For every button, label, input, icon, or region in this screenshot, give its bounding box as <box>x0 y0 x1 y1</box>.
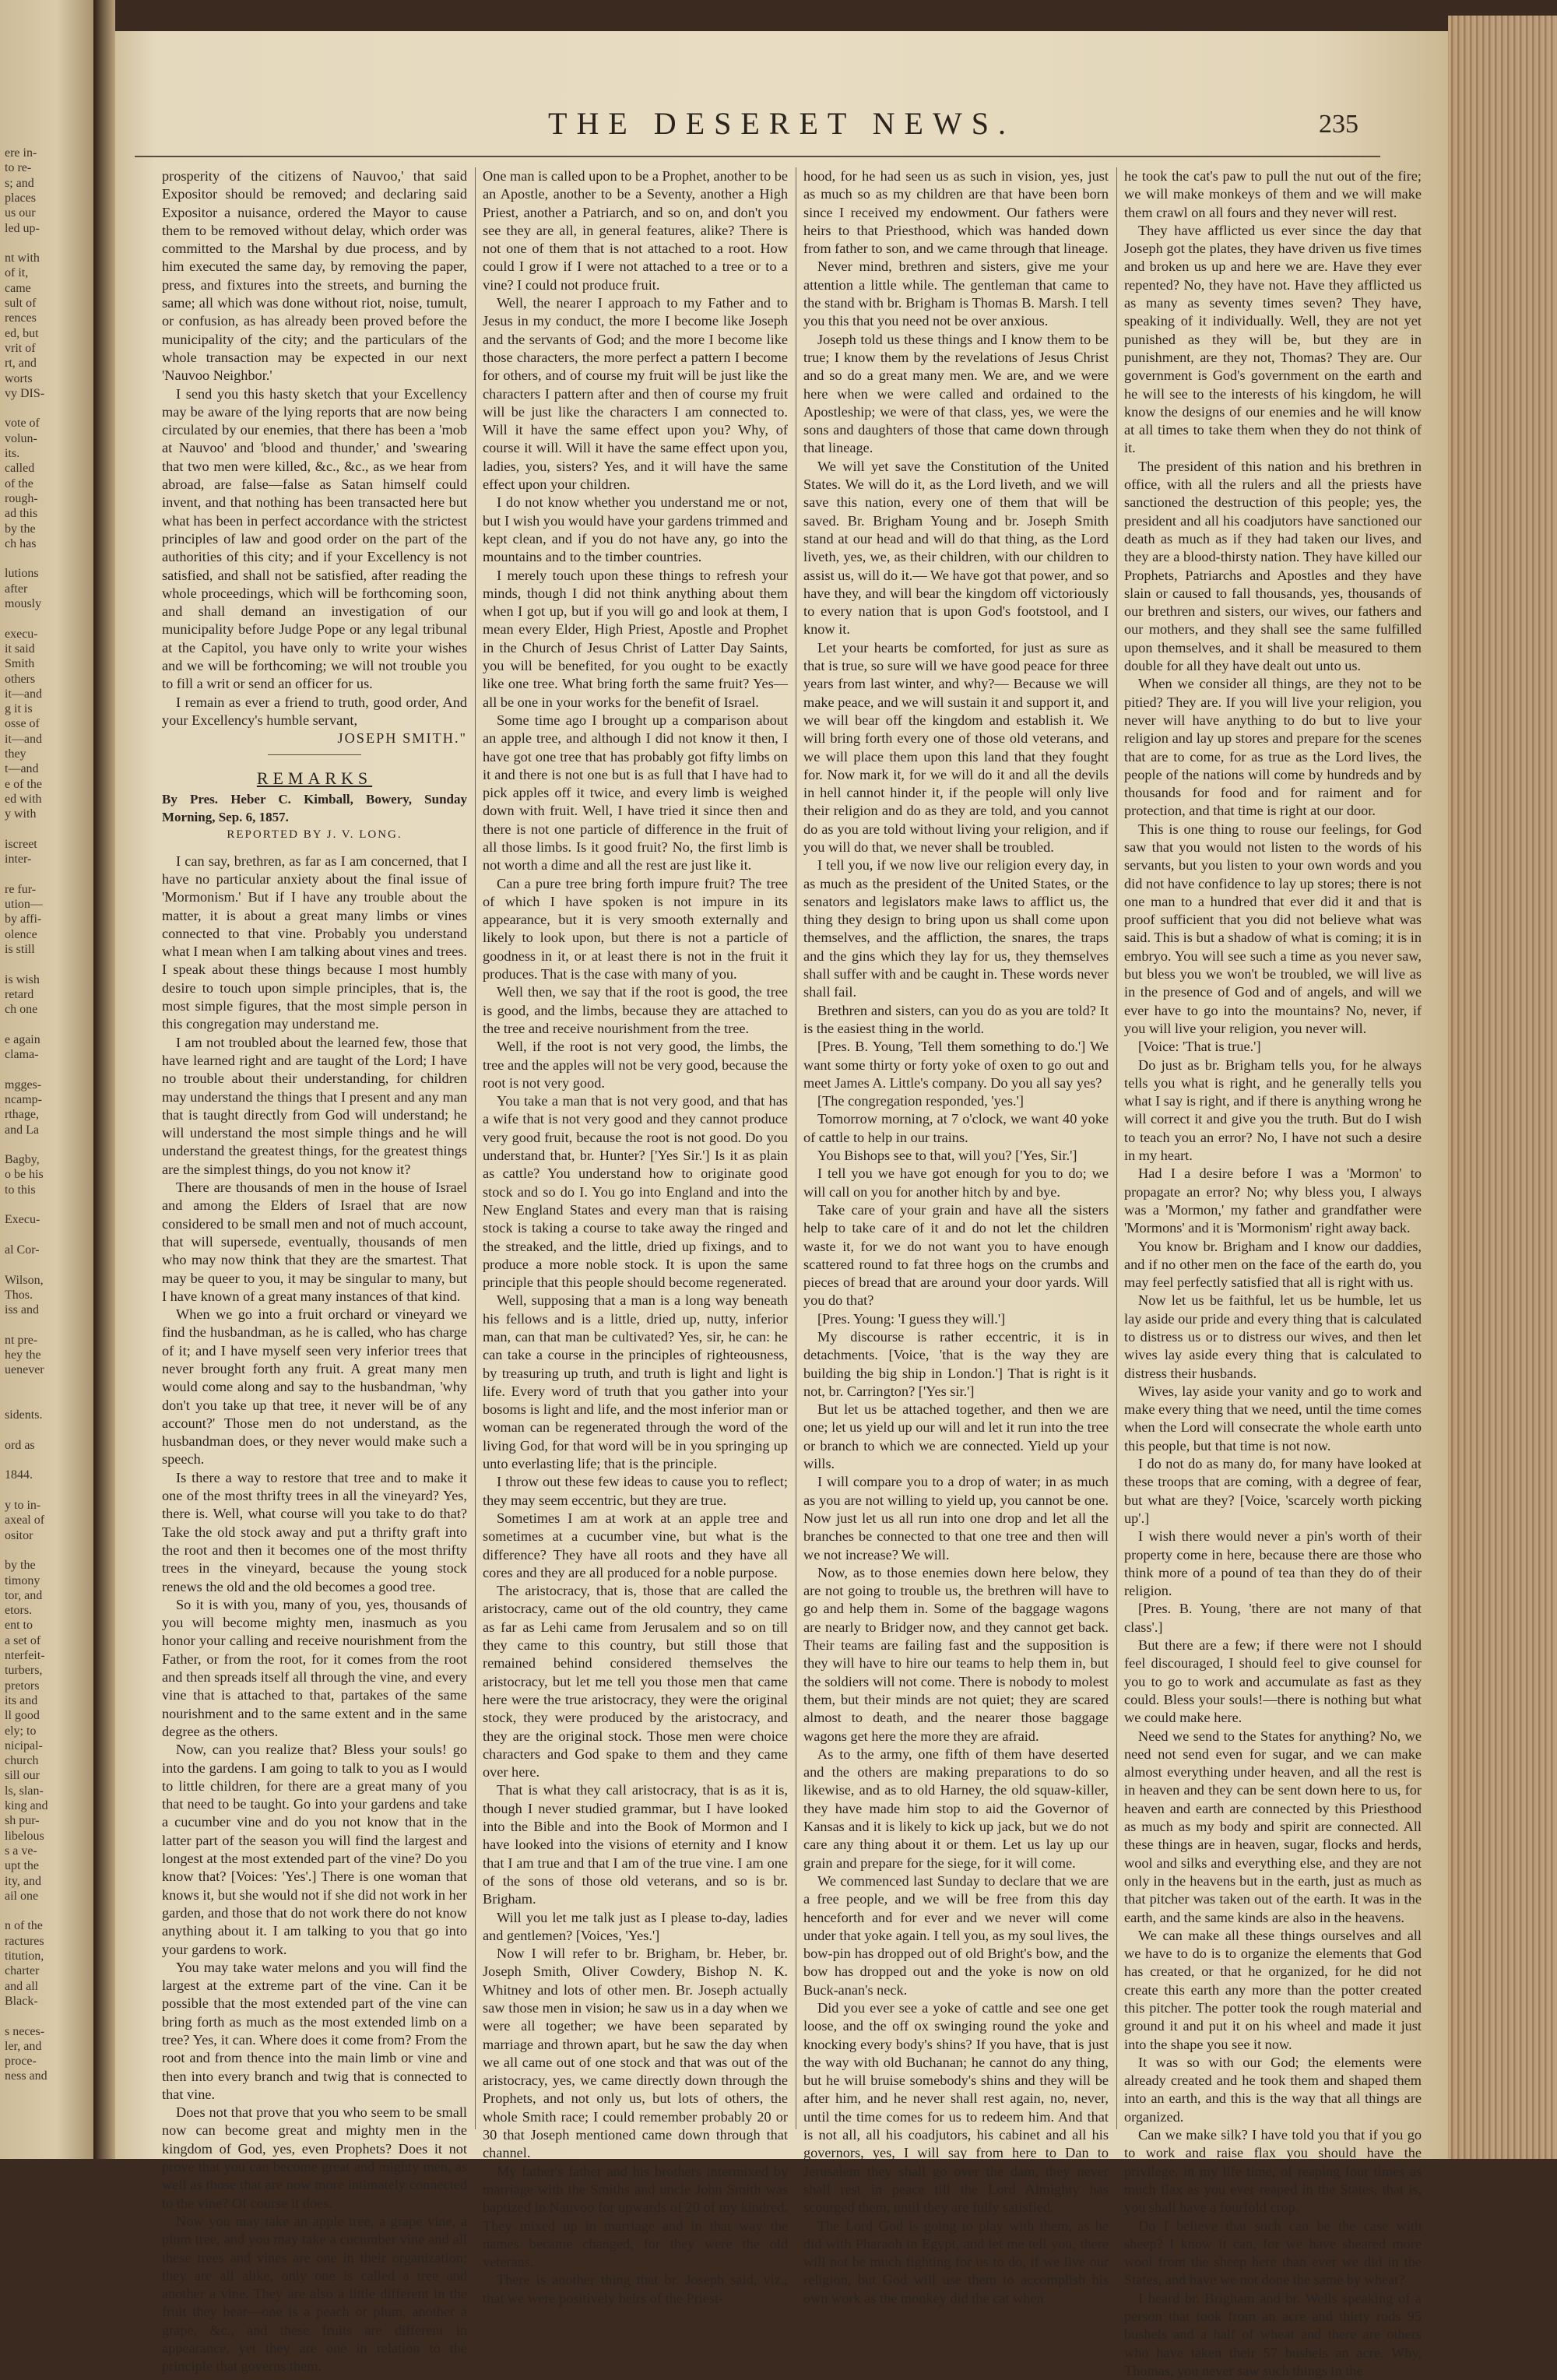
sermon-body <box>162 853 467 2376</box>
left-page-line: e of the <box>5 777 42 791</box>
left-page-line: Smith <box>5 657 35 671</box>
paragraph: Brethren and sisters, can you do as you are told? It is the easiest thing in the world. <box>803 1002 1109 1036</box>
paragraph: Need we send to the States for anything? No, we need not send even for sugar, and we can make almost everything under heaven, and all the rest is in heaven and they can be sent down here to us, for heaven and earth are connected by this Priesthood as much as my body and spirit are connected. All these things are in heaven, sugar, flocks and herds, wool and silks and everything else, and they are not only in the heavens but in the earth, just as much as that pitcher was taken out of the earth. It was in the earth, and the same kinds are also in the heavens. <box>1124 1728 1422 1925</box>
left-page-line: ent to <box>5 1619 33 1633</box>
paragraph: When we go into a fruit orchard or vineyard we find the husbandman, as he is called, who has charge of it; and I have myself seen very inferior trees that never brought forth any fruit. A great many men would come along and say to the husbandman, 'why don't you take up that tree, it never will be of any account?' Those men do not understand, as the husbandman does, or they never would make such a speech. <box>162 1306 467 1468</box>
left-page-line: mgges- <box>5 1078 42 1092</box>
paragraph: Did you ever see a yoke of cattle and see one get loose, and the off ox swinging round the yoke and knocking every body's shins? If you have, that is just the way with old Buchanan; he cannot do any thing, but he will bruise somebody's shins and they will be after him, and he never shall rest again, no, never, until the time comes for us to redeem him. And that is not all, all his coadjutors, his cabinet and all his governors, yes, I will say from here to Dan to Jerusalem they shall go over the dam, they never shall rest in peace till the Lord Almighty has scourged them, until they are fully satisfied. <box>803 1999 1109 2216</box>
signature: JOSEPH SMITH." <box>337 730 467 747</box>
left-page-line: iscreet <box>5 837 37 851</box>
left-page-line: after <box>5 582 28 596</box>
left-page-line: to re- <box>5 161 32 175</box>
left-page-line: and all <box>5 1979 39 1993</box>
page-number: 235 <box>1319 110 1358 139</box>
masthead <box>115 105 1448 152</box>
remarks-heading: REMARKS <box>256 768 373 788</box>
paragraph: There are thousands of men in the house of Israel and among the Elders of Israel that are now considered to be small men and not of much account, that will supersede, eventually, thousands of men who may now think that they are the smartest. That may be queer to you, it may be singular to many, but I have known of a great many instances of that kind. <box>162 1179 467 1304</box>
left-page-line: o be his <box>5 1168 44 1182</box>
column-divider <box>475 167 476 2129</box>
left-page-line: ely; to <box>5 1724 37 1738</box>
left-page-line: ncamp- <box>5 1092 42 1106</box>
left-page-line: clama- <box>5 1048 39 1061</box>
paragraph: I merely touch upon these things to refresh your minds, though I did not think anything about them when I got up, but if you will go and look at them, I mean every Elder, High Priest, Apostle and Prophet in the Church of Jesus Christ of Latter Day Saints, you will be benefited, for you ought to be exactly like one tree. What bring forth the same fruit? Yes—all be one in your works for the benefit of Israel. <box>483 567 788 710</box>
paragraph: I do not do as many do, for many have looked at these troops that are coming, with a degree of fear, but what are they? [Voice, 'scarcely worth picking up'.] <box>1124 1456 1422 1526</box>
paragraph: There is another thing that br. Joseph said, viz., that we were positively heirs of the Priest- <box>483 2272 788 2306</box>
left-page-line: and La <box>5 1123 39 1137</box>
paragraph: We commenced last Sunday to declare that we are a free people, and we will be free from this day henceforth and for ever and we never will come under that yoke again. I tell you, as my soul lives, the bow-pin has dropped out of old Bright's bow, and the bow has dropped out and the yoke is now on old Buck-anan's neck. <box>803 1872 1109 1998</box>
paragraph: The Lord God is going to play with them, as he did with Pharaoh in Egypt, and let me tell you, there will not be much fighting for us to do, if we live our religion, but God will use them to accomplish his own work as the monkey did the cat when <box>803 2217 1109 2306</box>
left-page-line: of it, <box>5 266 29 280</box>
left-page-line: al Cor- <box>5 1243 40 1257</box>
column-3-body <box>803 167 1109 2308</box>
paragraph: I heard br. Brigham and br. Wells speaking of a person that took from an acre and thirty rods 95 bushels and a half of wheat and there are others who have taken their 57 bushels an acre. Why, Thomas, you never saw such things in the <box>1124 2290 1422 2378</box>
left-page-line: axeal of <box>5 1513 45 1527</box>
left-page-line: titution, <box>5 1949 44 1963</box>
left-page-line: sult of <box>5 297 37 310</box>
column-2-body <box>483 167 788 2308</box>
paragraph: I tell you, if we now live our religion every day, in as much as the president of the United States, or the senators and legislators make laws to afflict us, the thing they design to bring upon us shall come upon themselves, and the affliction, the snares, the traps and the gins which they lay for us, they themselves shall suffer with and be caught in. These words never shall fail. <box>803 857 1109 1000</box>
left-page-line: sill our <box>5 1769 40 1783</box>
left-page-line: church <box>5 1754 39 1768</box>
column-4-body <box>1124 167 1422 2380</box>
left-page-line: nt with <box>5 251 40 265</box>
left-page-line: charter <box>5 1964 40 1978</box>
left-page-line: ch one <box>5 1003 38 1017</box>
paragraph: Can a pure tree bring forth impure fruit? The tree of which I have spoken is not impure in its appearance, but it is very smooth externally and likely to look upon, but there is not a particle of goodness in it, or at least there is not in the fruit it produces. That is the case with many of you. <box>483 875 788 983</box>
left-page-line: its and <box>5 1693 38 1707</box>
left-page-line: vrit of <box>5 341 36 355</box>
paragraph: I do not know whether you understand me or not, but I wish you would have your gardens trimmed and kept clean, and if you do not have any, go into the mountains and to the timber countries. <box>483 494 788 565</box>
left-page-line: tor, and <box>5 1588 43 1602</box>
left-page-line: it—and <box>5 732 42 746</box>
paragraph: When we consider all things, are they not to be pitied? They are. If you will live your religion, you never will have anything to do but to live your religion and lay up stores and prepare for the scenes that are to come, for as true as the Lord lives, the people of the nations will come by hundreds and by thousands for food and for raiment and for protection, and that time is right at our door. <box>1124 676 1422 819</box>
paragraph: Well then, we say that if the root is good, the tree is good, and the limbs, because they are attached to the tree and receive nourishment from the tree. <box>483 984 788 1036</box>
left-page-line: vy DIS- <box>5 386 45 400</box>
paragraph: I tell you we have got enough for you to do; we will call on you for another hitch by and bye. <box>803 1165 1109 1200</box>
left-page-line: mously <box>5 597 42 610</box>
left-page-line: ere in- <box>5 146 37 160</box>
paragraph: You take a man that is not very good, and that has a wife that is not very good and they cannot produce very good fruit, because the root is not good. Do you understand that, br. Hunter? ['Yes Sir.'] Is it as plain as cattle? You understand how to originate good stock and so do I. You go into England and into the New England States and every man that is raising stock is taking a course to take away the ringed and the streaked, and the little, dried up fixings, and to produce a more noble stock. It is upon the same principle that this people should become regenerated. <box>483 1093 788 1291</box>
left-page-line: e again <box>5 1032 40 1046</box>
paragraph: prosperity of the citizens of Nauvoo,' that said Expositor should be removed; and declaring said Expositor a nuisance, ordered the Mayor to cause them to be removed without delay, which order was committed to the Marshal by due process, and by him executed the same day, by removing the paper, press, and fixtures into the streets, and burning the same; all which was done without riot, noise, tumult, or confusion, as has already been proved before the municipality of the city; and the particulars of the whole transaction may be expected in our next 'Nauvoo Neighbor.' <box>162 168 467 384</box>
left-page-line: its. <box>5 447 20 460</box>
paragraph: So it is with you, many of you, yes, thousands of you will become mighty men, inasmuch as you honor your calling and receive nourishment from the Father, or from the root, for it comes from the root and then spreads itself all through the vine, and every vine that is attached to that, partakes of the same nourishment and to the same extent and in the same degree as the others. <box>162 1596 467 1739</box>
column-1-body <box>162 167 467 729</box>
paragraph: Now, can you realize that? Bless your souls! go into the gardens. I am going to talk to you as I would to little children, for there are a great many of you that need to be taught. Go into your gardens and take a cucumber vine and do you not know that in the latter part of the season you will find the largest and longest at the most extended part of the vine? Do you know that? [Voices: 'Yes'.] There is one woman that knows it, but she would not if she did not work in her garden, and those that do not work there do not know anything about it. I am talking to you that go into your gardens to work. <box>162 1742 467 1957</box>
newspaper-page <box>115 31 1448 2378</box>
paragraph: Now let us be faithful, let us be humble, let us lay aside our pride and every thing that is calculated to distress us or to distress our wives, and then let wives lay aside every thing that is calculated to distress their husbands. <box>1124 1292 1422 1381</box>
left-page-line: nt pre- <box>5 1333 38 1347</box>
paragraph: The aristocracy, that is, those that are called the aristocracy, came out of the old country, they came as far as Lehi came from Jerusalem and so on till they came to this country, but still those that remained behind considered themselves the aristocracy, but let me tell you those men that came here were the true aristocracy, they were the original stock, they were produced by the aristocracy, and they are the original stock. Those men were choice characters and God spake to them and they came over here. <box>483 1583 788 1781</box>
left-page-fragment <box>0 0 93 2159</box>
left-page-line: pretors <box>5 1679 40 1693</box>
paragraph: That is what they call aristocracy, that is as it is, though I never studied grammar, but I have looked into the Bible and into the Book of Mormon and I have looked into the visions of eternity and I know that I am true and that I am of the true vine. I am one of the sons of those old veterans, and so is br. Brigham. <box>483 1782 788 1907</box>
left-page-line: turbers, <box>5 1664 43 1678</box>
left-page-line: 1844. <box>5 1468 33 1482</box>
left-page-line: rt, and <box>5 357 37 371</box>
left-page-line: ity, and <box>5 1874 41 1888</box>
left-page-line: s neces- <box>5 2024 45 2038</box>
paragraph: Do I believe that such can be the case with sheep? I know it can, for we have sheared more wool from the sheep here than ever we did in the States, and have we not done the same by wheat? <box>1124 2217 1422 2288</box>
left-page-line: places <box>5 191 36 205</box>
left-page-line: ail one <box>5 1889 39 1903</box>
left-page-line: ositor <box>5 1528 33 1542</box>
left-page-line: king and <box>5 1799 48 1812</box>
left-page-line: of the <box>5 476 33 490</box>
left-page-line: came <box>5 281 31 295</box>
left-page-line: ution— <box>5 898 43 911</box>
header-rule <box>135 156 1380 157</box>
paragraph: I throw out these few ideas to cause you to reflect; they may seem eccentric, but they are true. <box>483 1474 788 1508</box>
paragraph: Let your hearts be comforted, for just as sure as that is true, so sure will we have good peace for three years from last winter, and why?— Because we will make peace, and we will sustain it and support it, and we will bear off the kingdom and establish it. We will bring forth every one of those old veterans, and we will place them upon this land that they fought for. Now mark it, for we will do it and all the devils in hell cannot hinder it, if the people will only live their religion and do as they are told, and you cannot do as you are told without living your religion, and if you will do that, we never shall be troubled. <box>803 639 1109 855</box>
left-page-line: nterfeit- <box>5 1649 45 1662</box>
paragraph: he took the cat's paw to pull the nut out of the fire; we will make monkeys of them and we will make them crawl on all fours and they never will rest. <box>1124 168 1422 220</box>
left-page-line: s; and <box>5 176 34 190</box>
left-page-line: uenever <box>5 1363 44 1377</box>
paragraph: As to the army, one fifth of them have deserted and the others are making preparations to do so likewise, and as to old Harney, the old squaw-killer, they have made him stop to aid the Governor of Kansas and it is likely to kick up jack, but we do not care any thing about it or them. Let us lay up our grain and prepare for the siege, for it will come. <box>803 1745 1109 1871</box>
left-page-line: ler, and <box>5 2039 42 2053</box>
left-page-line: ness and <box>5 2069 47 2083</box>
paragraph: Do just as br. Brigham tells you, for he always tells you what is right, and he generally tells you what I say is right, and if there is anything wrong he will correct it and give you the truth. But do I wish to teach you an error? No, I have not such a desire in my heart. <box>1124 1056 1422 1164</box>
left-page-line: it—and <box>5 687 42 701</box>
left-page-line: rough- <box>5 491 38 505</box>
left-page-line: vote of <box>5 417 40 431</box>
left-page-line: by the <box>5 522 36 536</box>
left-page-line: Black- <box>5 1994 38 2008</box>
left-page-line: called <box>5 462 35 476</box>
paragraph: You know br. Brigham and I know our daddies, and if no other men on the face of the earth do, you may feel perfectly satisfied that all is right with us. <box>1124 1238 1422 1291</box>
left-page-line: s a ve- <box>5 1844 37 1858</box>
left-page-line: re fur- <box>5 882 37 896</box>
left-page-line: ls, slan- <box>5 1784 44 1798</box>
left-page-line: timony <box>5 1573 40 1587</box>
paragraph: Sometimes I am at work at an apple tree and sometimes at a cucumber vine, but what is the difference? They have all roots and they have all cores and they are all produced for a noble purpose. <box>483 1510 788 1580</box>
left-page-line: sidents. <box>5 1408 43 1422</box>
paragraph: [The congregation responded, 'yes.'] <box>817 1093 1024 1109</box>
left-page-line: rences <box>5 311 37 325</box>
left-page-line: inter- <box>5 853 32 867</box>
paragraph: hood, for he had seen us as such in vision, yes, just as much so as my children are that have been born since I received my endowment. Our fathers were heirs to that Priesthood, which was handed down from father to son, and we came through that lineage. <box>803 168 1109 257</box>
left-page-line: ed with <box>5 792 42 806</box>
left-page-line: ord as <box>5 1438 35 1452</box>
paragraph: Does not that prove that you who seem to be small now can become great and mighty men in the kingdom of God, yes, even Prophets? Does it not prove that you can become great and mighty men, as well as those that are now more intimately connected to the vine? Of course it does. <box>162 2104 467 2211</box>
left-page-line: ed, but <box>5 326 39 340</box>
paragraph: We can make all these things ourselves and all we have to do is to organize the elements that God has created, or that he organized, for he did not create this earth any more than the potter created this pitcher. The potter took the rough material and ground it and put it on his wheel and made it just into the shape you see it now. <box>1124 1927 1422 2052</box>
column-3 <box>803 167 1109 2306</box>
page-edges <box>1448 16 1557 2159</box>
left-page-line: t—and <box>5 762 39 776</box>
left-page-line: to this <box>5 1183 36 1197</box>
left-page-line: others <box>5 672 36 686</box>
left-page-line: by the <box>5 1559 36 1573</box>
left-page-line: is wish <box>5 972 40 986</box>
left-page-line: hey the <box>5 1348 41 1362</box>
left-page-line: rthage, <box>5 1108 39 1122</box>
paragraph: Well, the nearer I approach to my Father and to Jesus in my conduct, the more I become like Joseph and the servants of God; and the more I become like those characters, the more perfect a pattern I become for others, and of course my fruit will be just like the characters I pattern after and then of course my fruit will be just like the characters I am connected to. Will it have the same effect upon you? Why, of course it will. Will it have the same effect upon you, ladies, you, sisters? Yes, and it will have the same effect upon your children. <box>483 295 788 493</box>
paragraph: [Voice: 'That is true.'] <box>1138 1039 1261 1055</box>
left-page-line: osse of <box>5 717 40 731</box>
left-page-line: sh pur- <box>5 1814 40 1828</box>
column-2 <box>483 167 788 2306</box>
paragraph: One man is called upon to be a Prophet, another to be an Apostle, another to be a Seventy, another a High Priest, another a Patriarch, and so on, and don't you see they are all, in general features, alike? There is not one of them that is not attached to a root. How could I grow if I were not attached to a tree or to a vine? I could not produce fruit. <box>483 168 788 293</box>
paragraph: Now, as to those enemies down here below, they are not going to trouble us, the brethren will have to go and help them in. Some of the baggage wagons are nearly to Bridger now, and they cannot get back. Their teams are failing fast and the supposition is they will have to hire our teams to help them in, but the soldiers will not come. There is nobody to molest them, but their minds are not quiet; they are scared almost to death, and the nearer those baggage wagons get here the more they are afraid. <box>803 1564 1109 1744</box>
paragraph: My discourse is rather eccentric, it is in detachments. [Voice, 'that is the way they are building the big ship in London.'] That is right is it not, br. Carrington? ['Yes sir.'] <box>803 1329 1109 1399</box>
paragraph: Some time ago I brought up a comparison about an apple tree, and although I did not know it then, I have got one tree that has probably got fifty limbs on it and there is not one but is as full that I have had to pick apples off it twice, and every limb is weighed down with fruit. Well, I have tried it since then and there is not one particle of difference in the fruit of all those limbs. Is it good fruit? No, the first limb is not worth a dime and all the rest are just like it. <box>483 712 788 874</box>
paragraph: Will you let me talk just as I please to-day, ladies and gentlemen? [Voices, 'Yes.'] <box>483 1909 788 1943</box>
paragraph: I remain as ever a friend to truth, good order, And your Excellency's humble servant, <box>162 694 467 728</box>
paragraph: My father's father and his brothers intermixed by marriage with the Smiths and uncle John Smith was baptized in Nauvoo for upwards of 20 of my kindred. They mixed up in marriage and in that way the names became changed, for they were the old veterans. <box>483 2163 788 2270</box>
left-page-line: lutions <box>5 567 39 581</box>
paragraph: Now I will refer to br. Brigham, br. Heber, br. Joseph Smith, Oliver Cowdery, Bishop N. K. Whitney and lots of other men. Br. Joseph actually saw those men in vision; he saw us in a day when we were all together; we have been separated by marriage and thrown apart, but he saw the day when we all came out of one stock and that was out of the aristocracy, yes, we came directly down through the Prophets, and not only us, but lots of others, the whole Smith race; I could remember probably 20 or 30 that Joseph mentioned came down through that channel. <box>483 1946 788 2161</box>
paragraph: But there are a few; if there were not I should feel discouraged, I should feel to give counsel for you to go to work and accumulate as fast as they could. Bless your souls!—there is nothing but what we could make here. <box>1124 1637 1422 1726</box>
paragraph: This is one thing to rouse our feelings, for God saw that you would not listen to the words of his servants, but you listen to your own words and you did not have confidence to lay up stores; there is not one man to a hundred that ever did it and that is proof sufficient that you did not believe what was said. This is but a shadow of what is coming; it is in embryo. You will see such a time as you never saw, but bless you we won't be troubled, we will live as in the presence of God and of angels, and will we ever have to go into the mountains? No, never, if you will live your religion, you never will. <box>1124 821 1422 1036</box>
paragraph: [Pres. Young: 'I guess they will.'] <box>817 1310 1006 1327</box>
left-page-line: worts <box>5 371 33 385</box>
paragraph: The president of this nation and his brethren in office, with all the rulers and all the priests have sanctioned the destruction of this people; yes, the president and all his coadjutors have sanctioned our death as much as if they had taken our lives, and they are a blood-thirsty nation. They have killed our Prophets, Patriarchs and Apostles and they have slain or caused to fall thousands, yes, thousands of our brethren and sisters, our wives, our fathers and our mothers, and they shall see the same fulfilled upon themselves, and it shall be measured to them double for all they have dealt out unto us. <box>1124 458 1422 674</box>
left-page-line: led up- <box>5 221 40 235</box>
left-page-line: olence <box>5 927 37 941</box>
paragraph: [Pres. B. Young, 'there are not many of that class'.] <box>1124 1601 1422 1635</box>
left-page-line: ll good <box>5 1709 40 1723</box>
left-page-line: volun- <box>5 431 37 445</box>
paragraph: Well, supposing that a man is a long way beneath his fellows and is a little, dried up, nutty, inferior man, can that man be cultivated? Yes, sir, he can: he can take a course in the principles of righteousness, by treasuring up truth, and truth is light and light is life. Every word of truth that you gather into your bosoms is light and life, and the most inferior man or woman can be regenerated through the word of the living God, for that word will be in you springing up unto everlasting life; that is the principle. <box>483 1292 788 1472</box>
left-page-line: iss and <box>5 1303 39 1317</box>
paragraph: You may take water melons and you will find the largest at the extreme part of the vine. Can it be possible that the most extended part of the vine can bring forth as much as the most extended limb on a tree? Yes, it can. Where does it come from? From the root and from thence into the main limb or vine and then into every branch and twig that is connected to that vine. <box>162 1959 467 2102</box>
left-page-line: g it is <box>5 702 33 716</box>
left-page-line: etors. <box>5 1604 33 1618</box>
left-page-line: ractures <box>5 1934 44 1948</box>
left-page-line: libelous <box>5 1829 44 1843</box>
left-page-line: it said <box>5 642 35 656</box>
column-1 <box>162 167 467 2375</box>
column-divider <box>1116 167 1117 2129</box>
page-title: THE DESERET NEWS. <box>548 106 1015 141</box>
left-page-line: Wilson, <box>5 1273 44 1287</box>
left-page-line: n of the <box>5 1919 43 1933</box>
paragraph: Tomorrow morning, at 7 o'clock, we want 40 yoke of cattle to help in our trains. <box>803 1111 1109 1145</box>
paragraph: Can we make silk? I have told you that if you go to work and raise flax you should have the privilege, in my life time, of reaping four times as much flax as you ever reaped in the States, that is, you shall have a fourfold crop. <box>1124 2127 1422 2216</box>
paragraph: I wish there would never a pin's worth of their property come in here, because there are those who think more of a pound of tea than they do of their religion. <box>1124 1528 1422 1599</box>
byline: By Pres. Heber C. Kimball, Bowery, Sunday Morning, Sep. 6, 1857. <box>162 791 467 825</box>
left-page-line: they <box>5 747 26 761</box>
left-page-line: retard <box>5 987 34 1001</box>
paragraph: It was so with our God; the elements were already created and he took them and shaped them into an earth, and this is the way that all things are organized. <box>1124 2054 1422 2125</box>
left-page-line: y with <box>5 807 37 821</box>
left-page-line: Bagby, <box>5 1153 40 1167</box>
paragraph: They have afflicted us ever since the day that Joseph got the plates, they have driven us five times and broken us up and here we are. Have they ever repented? No, they have not. Have they afflicted us as many as seventy times seven? They have, speaking of it individually. Well, they are not yet punished as they will be, but they are in punishment, are they not, Thomas? They are. Our government is God's government on the earth and he will see to the interests of his kingdom, he will know the designs of our enemies and he will know at all times to take them when they do not think of it. <box>1124 222 1422 456</box>
left-page-line: ad this <box>5 507 38 521</box>
section-rule <box>268 754 361 755</box>
left-page-line: a set of <box>5 1633 41 1647</box>
paragraph: Had I a desire before I was a 'Mormon' to propagate an error? No; why bless you, I always was a 'Mormon,' my father and grandfather were 'Mormons' and it is 'Mormonism' right away back. <box>1124 1165 1422 1236</box>
paragraph: Now you may take an apple tree, a grape vine, a plum tree, and you may take a cucumber vine and all these trees and vines are one in their organization; they are all alike, only one is called a tree and another a vine. They are also a little different in the fruit they bear—one is a peach or plum, another a grape, &c., and these fruits are different in appearance, yet they are one in relation to the principle that governs them. <box>162 2213 467 2375</box>
left-page-line: proce- <box>5 2055 37 2069</box>
left-page-line: Thos. <box>5 1288 33 1302</box>
left-page-line: y to in- <box>5 1499 41 1512</box>
paragraph: Well, if the root is not very good, the limbs, the tree and the apples will not be very good, because the root is not very good. <box>483 1039 788 1091</box>
left-page-line: nicipal- <box>5 1738 43 1752</box>
paragraph: I will compare you to a drop of water; in as much as you are not willing to yield up, you cannot be one. Now just let us all run into one drop and let all the branches be connected to that one tree and then will we not increase? We will. <box>803 1474 1109 1563</box>
reporter-credit: REPORTED BY J. V. LONG. <box>227 828 402 842</box>
paragraph: I am not troubled about the learned few, those that have learned right and are taught of the Lord; I have no trouble about their understanding, for children may understand the things that I present and any man that is taught directly from God will understand; he will understand the most simple things and he will understand the greatest things, for the greatest things are the simplest things, do you not know it? <box>162 1034 467 1177</box>
paragraph: Wives, lay aside your vanity and go to work and make every thing that we need, until the time comes when the Lord will consecrate the whole earth unto this people, but that time is not now. <box>1124 1383 1422 1454</box>
left-page-line: us our <box>5 206 36 220</box>
paragraph: Never mind, brethren and sisters, give me your attention a little while. The gentleman that came to the stand with br. Brigham is Thomas B. Marsh. I tell you this that you need not be over anxious. <box>803 258 1109 329</box>
paragraph: You Bishops see to that, will you? ['Yes, Sir.'] <box>817 1148 1077 1164</box>
left-page-line: execu- <box>5 627 38 641</box>
paragraph: I can say, brethren, as far as I am concerned, that I have no particular anxiety about the final issue of 'Mormonism.' But if I have any trouble about the matter, it is about a great many limbs or vines connected to that vine. Probably you understand what I mean when I am talking about vines and trees. I speak about these things because I most humbly desire to touch upon simple principles, that is, the most simple figures, that the most simple person in this congregation may understand me. <box>162 853 467 1032</box>
left-page-line: is still <box>5 942 35 956</box>
paragraph: [Pres. B. Young, 'Tell them something to do.'] We want some thirty or forty yoke of oxen to go out and meet James A. Little's company. Do you all say yes? <box>803 1039 1109 1091</box>
left-page-line: by affi- <box>5 912 42 926</box>
paragraph: We will yet save the Constitution of the United States. We will do it, as the Lord liveth, and we will save this nation, every one of them that will be saved. Br. Brigham Young and br. Joseph Smith stand at our head and will do that thing, as the Lord liveth, yes, we, as their children, with our children to assist us, will do it.— We have got that power, and so have they, and will bear the kingdom off victoriously to every nation that is upon God's footstool, and I know it. <box>803 458 1109 638</box>
left-page-line: upt the <box>5 1859 39 1873</box>
left-page-line: ch has <box>5 536 37 550</box>
book-spine <box>93 0 115 2159</box>
column-4 <box>1124 167 1422 2378</box>
paragraph: I send you this hasty sketch that your Excellency may be aware of the lying reports that are now being circulated by our enemies, that there has been a 'mob at Nauvoo' and 'blood and thunder,' and 'swearing that two men were killed, &c., &c., as we hear from abroad, are false—false as Satan himself could invent, and that nothing has been transacted here but what has been in perfect accordance with the strictest principles of law and good order on the part of the authorities of this city; and if your Excellency is not satisfied, and shall not be satisfied, after reading the whole proceedings, which will be forthcoming soon, and shall demand an investigation of our municipality before Judge Pope or any legal tribunal at the Capitol, you have only to write your wishes and we will be forthcoming; we will not trouble you to fill a writ or send an officer for us. <box>162 385 467 692</box>
left-page-line: Execu- <box>5 1213 40 1227</box>
paragraph: But let us be attached together, and then we are one; let us yield up our will and let it run into the tree or branch to which we are connected. Yield up your wills. <box>803 1401 1109 1472</box>
paragraph: Take care of your grain and have all the sisters help to take care of it and do not let the children waste it, for we do not want you to have enough scattered round to fat three hogs on the crumbs and pieces of bread that are around your door yards. Will you do that? <box>803 1201 1109 1309</box>
paragraph: Joseph told us these things and I know them to be true; I know them by the revelations of Jesus Christ and so do a great many men. We are, and we were here when we were called and ordained to the Apostleship; we were of that class, yes, we were the sons and daughters of those that came down through that lineage. <box>803 331 1109 456</box>
paragraph: Is there a way to restore that tree and to make it one of the most thrifty trees in all the vineyard? Yes, there is. Well, what course will you take to do that? Take the old stock away and put a thrifty graft into the root and then it becomes one of the most thrifty trees in the vineyard, because the young stock renews the old and the old becomes a good tree. <box>162 1469 467 1594</box>
